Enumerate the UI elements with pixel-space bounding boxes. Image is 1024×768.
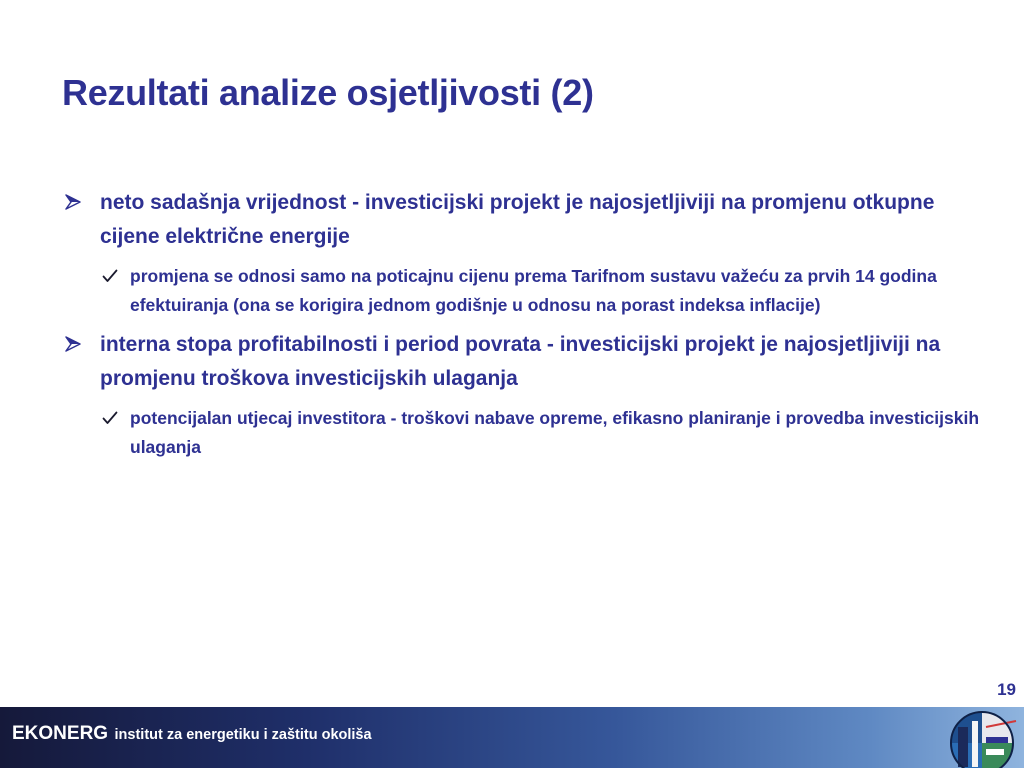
- sub-bullet-text: potencijalan utjecaj investitora - troškovi nabave opreme, efikasno planiranje i provedba investicijskih ulaganja: [130, 408, 980, 457]
- sub-bullet-text: promjena se odnosi samo na poticajnu cijenu prema Tarifnom sustavu važeću za prvih 14 godina efektuiranja (ona se korigira jednom godišnje u odnosu na porast indeksa inflacije): [130, 266, 937, 315]
- arrowhead-bullet-icon: [62, 186, 84, 220]
- bullet-text: neto sadašnja vrijednost - investicijski projekt je najosjetljiviji na promjenu otkupne cijene električne energije: [100, 191, 935, 248]
- footer-subtitle: institut za energetiku i zaštitu okoliša: [114, 727, 372, 743]
- slide-title: Rezultati analize osjetljivosti (2): [62, 72, 594, 113]
- checkmark-bullet-icon: [100, 262, 120, 291]
- bullet-text: interna stopa profitabilnosti i period povrata - investicijski projekt je najosjetljiviji na promjenu troškova investicijskih ulaganja: [100, 333, 941, 390]
- footer-brand: EKONERG: [12, 723, 109, 744]
- sub-bullet-item: [100, 404, 982, 462]
- arrowhead-bullet-icon: [62, 328, 84, 362]
- footer-bar: [0, 707, 1024, 768]
- ekonerg-logo-icon: [946, 707, 1024, 768]
- slide-content: [62, 186, 982, 470]
- sub-bullet-item: [100, 262, 982, 320]
- footer-text: [12, 723, 372, 745]
- bullet-item: [62, 328, 982, 396]
- bullet-item: [62, 186, 982, 254]
- checkmark-bullet-icon: [100, 404, 120, 433]
- page-number: 19: [997, 680, 1016, 699]
